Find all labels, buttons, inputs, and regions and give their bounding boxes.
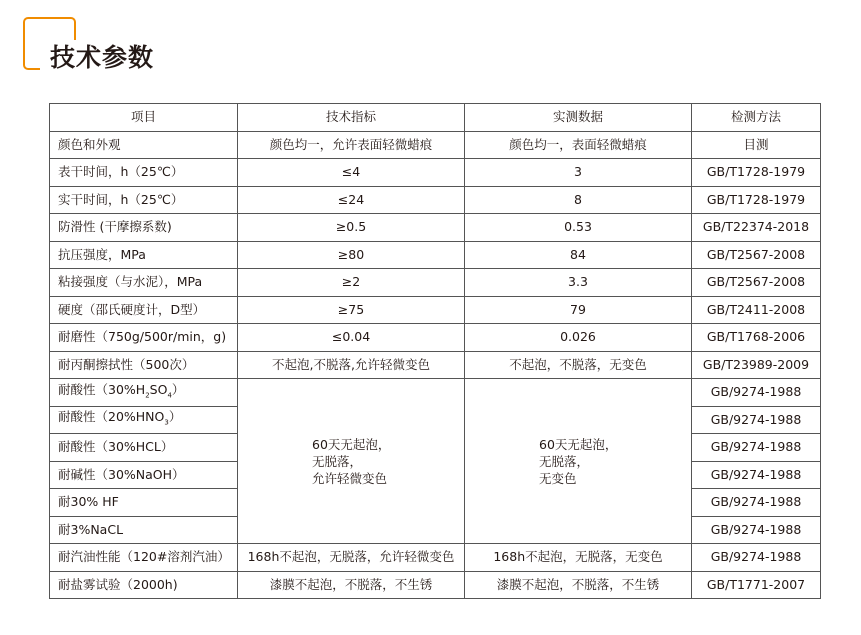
table-row [50,186,821,214]
result-cell: 0.53 [465,214,692,242]
item-cell: 耐汽油性能（120#溶剂汽油） [50,544,238,572]
item-cell: 耐酸性$(20\%HNO_3)$ [50,406,238,434]
item-cell: 耐30% HF [50,489,238,517]
result-cell: 3 [465,159,692,187]
table-row [50,159,821,187]
item-cell: 耐盐雾试验（2000h) [50,571,238,599]
item-cell: 耐磨性（750g/500r/min，g) [50,324,238,352]
result-cell: 168h不起泡，无脱落，无变色 [465,544,692,572]
result-cell: 不起泡，不脱落，无变色 [465,351,692,379]
method-cell: GB/9274-1988 [692,516,821,544]
item-cell: 硬度（邵氏硬度计，D型） [50,296,238,324]
method-cell: GB/9274-1988 [692,406,821,434]
result-cell: 60天无起泡， 无脱落， 无变色 [465,379,692,544]
spec-cell: ≥0.5 [238,214,465,242]
spec-cell: ≥2 [238,269,465,297]
table-row [50,296,821,324]
item-cell: 耐酸性（30%HCL） [50,434,238,462]
result-cell: 漆膜不起泡，不脱落，不生锈 [465,571,692,599]
method-cell: GB/T2411-2008 [692,296,821,324]
table-row [50,241,821,269]
method-cell: GB/9274-1988 [692,489,821,517]
spec-cell: 颜色均一，允许表面轻微蜡痕 [238,131,465,159]
header-item: 项目 [50,104,238,132]
spec-cell: 漆膜不起泡，不脱落，不生锈 [238,571,465,599]
result-cell: 84 [465,241,692,269]
method-cell: GB/T1771-2007 [692,571,821,599]
result-cell: 8 [465,186,692,214]
table-row [50,571,821,599]
result-cell: 3.3 [465,269,692,297]
result-cell: 颜色均一，表面轻微蜡痕 [465,131,692,159]
page-title: 技术参数 [50,43,155,72]
result-cell: 79 [465,296,692,324]
spec-cell: 168h不起泡，无脱落，允许轻微变色 [238,544,465,572]
result-cell: 0.026 [465,324,692,352]
spec-cell: 不起泡,不脱落,允许轻微变色 [238,351,465,379]
item-cell: 耐碱性（30%NaOH） [50,461,238,489]
table-row [50,269,821,297]
item-cell: 抗压强度，MPa [50,241,238,269]
method-cell: GB/T2567-2008 [692,241,821,269]
header-result: 实测数据 [465,104,692,132]
table-row [50,544,821,572]
method-cell: GB/T22374-2018 [692,214,821,242]
item-cell: 粘接强度（与水泥），MPa [50,269,238,297]
method-cell: GB/T1728-1979 [692,159,821,187]
item-cell: 防滑性 (干摩擦系数) [50,214,238,242]
item-cell: 耐3%NaCL [50,516,238,544]
table-row [50,351,821,379]
table-row [50,379,821,407]
method-cell: GB/9274-1988 [692,544,821,572]
spec-cell: ≤0.04 [238,324,465,352]
spec-cell: ≤24 [238,186,465,214]
method-cell: GB/T23989-2009 [692,351,821,379]
header-method: 检测方法 [692,104,821,132]
spec-cell: 60天无起泡， 无脱落， 允许轻微变色 [238,379,465,544]
item-cell: 耐丙酮擦拭性（500次） [50,351,238,379]
method-cell: GB/T1768-2006 [692,324,821,352]
table-row [50,324,821,352]
method-cell: 目测 [692,131,821,159]
method-cell: GB/9274-1988 [692,379,821,407]
table-row [50,214,821,242]
item-cell: 实干时间，h（25℃） [50,186,238,214]
method-cell: GB/9274-1988 [692,434,821,462]
method-cell: GB/9274-1988 [692,461,821,489]
table-header [50,104,821,132]
method-cell: GB/T2567-2008 [692,269,821,297]
spec-table [49,103,821,599]
spec-cell: ≥80 [238,241,465,269]
spec-cell: ≥75 [238,296,465,324]
item-cell: 颜色和外观 [50,131,238,159]
method-cell: GB/T1728-1979 [692,186,821,214]
table-row [50,131,821,159]
item-cell: 耐酸性$(30\%H_2SO_4)$ [50,379,238,407]
header-spec: 技术指标 [238,104,465,132]
spec-cell: ≤4 [238,159,465,187]
item-cell: 表干时间，h（25℃） [50,159,238,187]
